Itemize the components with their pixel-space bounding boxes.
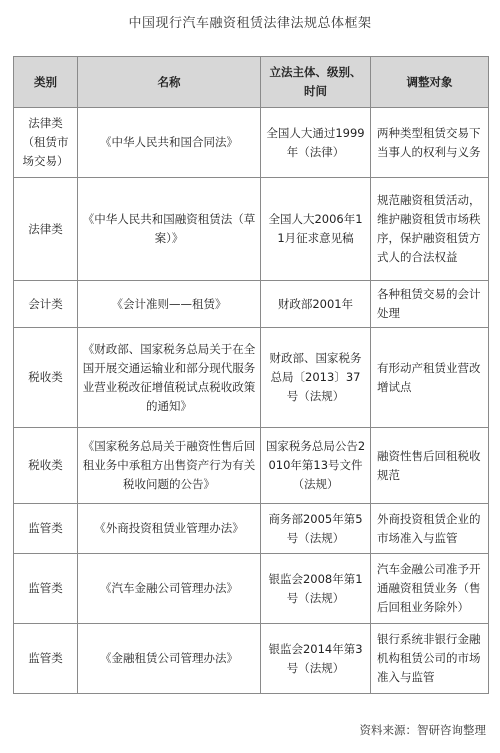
table-row <box>14 428 489 504</box>
cell-name: 《国家税务总局关于融资性售后回租业务中承租方出售资产行为有关税收问题的公告》 <box>78 428 261 504</box>
cell-category: 税收类 <box>14 328 78 428</box>
cell-name: 《汽车金融公司管理办法》 <box>78 554 261 624</box>
table-row <box>14 328 489 428</box>
cell-name: 《财政部、国家税务总局关于在全国开展交通运输业和部分现代服务业营业税改征增值税试点税收政策的通知》 <box>78 328 261 428</box>
table-row <box>14 281 489 328</box>
cell-scope: 规范融资租赁活动，维护融资租赁市场秩序，保护融资租赁方式人的合法权益 <box>371 178 489 281</box>
cell-issuer: 银监会2008年第1号（法规） <box>261 554 371 624</box>
cell-name: 《金融租赁公司管理办法》 <box>78 624 261 694</box>
legal-framework-table <box>13 56 489 694</box>
cell-name: 《外商投资租赁业管理办法》 <box>78 504 261 554</box>
cell-scope: 各种租赁交易的会计处理 <box>371 281 489 328</box>
cell-issuer: 财政部、国家税务总局〔2013〕37号（法规） <box>261 328 371 428</box>
cell-category: 会计类 <box>14 281 78 328</box>
cell-issuer: 全国人大通过1999年（法律） <box>261 108 371 178</box>
source-note: 资料来源：智研咨询整理 <box>359 723 486 737</box>
page-title: 中国现行汽车融资租赁法律法规总体框架 <box>128 16 372 31</box>
table-row <box>14 504 489 554</box>
cell-scope: 有形动产租赁业营改增试点 <box>371 328 489 428</box>
cell-issuer: 财政部2001年 <box>261 281 371 328</box>
cell-issuer: 国家税务总局公告2010年第13号文件（法规） <box>261 428 371 504</box>
cell-name: 《会计准则——租赁》 <box>78 281 261 328</box>
table-row <box>14 624 489 694</box>
cell-category: 监管类 <box>14 554 78 624</box>
cell-category: 监管类 <box>14 504 78 554</box>
cell-scope: 融资性售后回租税收规范 <box>371 428 489 504</box>
header-scope: 调整对象 <box>371 57 489 108</box>
cell-category: 监管类 <box>14 624 78 694</box>
cell-scope: 外商投资租赁企业的市场准入与监管 <box>371 504 489 554</box>
cell-scope: 银行系统非银行金融机构租赁公司的市场准入与监管 <box>371 624 489 694</box>
cell-name: 《中华人民共和国融资租赁法（草案）》 <box>78 178 261 281</box>
cell-category: 法律类 <box>14 178 78 281</box>
table-header-row <box>14 57 489 108</box>
header-name: 名称 <box>78 57 261 108</box>
cell-category: 税收类 <box>14 428 78 504</box>
table-row <box>14 108 489 178</box>
header-issuer: 立法主体、级别、时间 <box>261 57 371 108</box>
cell-issuer: 商务部2005年第5号（法规） <box>261 504 371 554</box>
table-row <box>14 178 489 281</box>
cell-issuer: 银监会2014年第3号（法规） <box>261 624 371 694</box>
table-row <box>14 554 489 624</box>
cell-issuer: 全国人大2006年11月征求意见稿 <box>261 178 371 281</box>
cell-category: 法律类（租赁市场交易） <box>14 108 78 178</box>
cell-scope: 汽车金融公司准予开通融资租赁业务（售后回租业务除外） <box>371 554 489 624</box>
header-category: 类别 <box>14 57 78 108</box>
cell-scope: 两种类型租赁交易下当事人的权利与义务 <box>371 108 489 178</box>
cell-name: 《中华人民共和国合同法》 <box>78 108 261 178</box>
